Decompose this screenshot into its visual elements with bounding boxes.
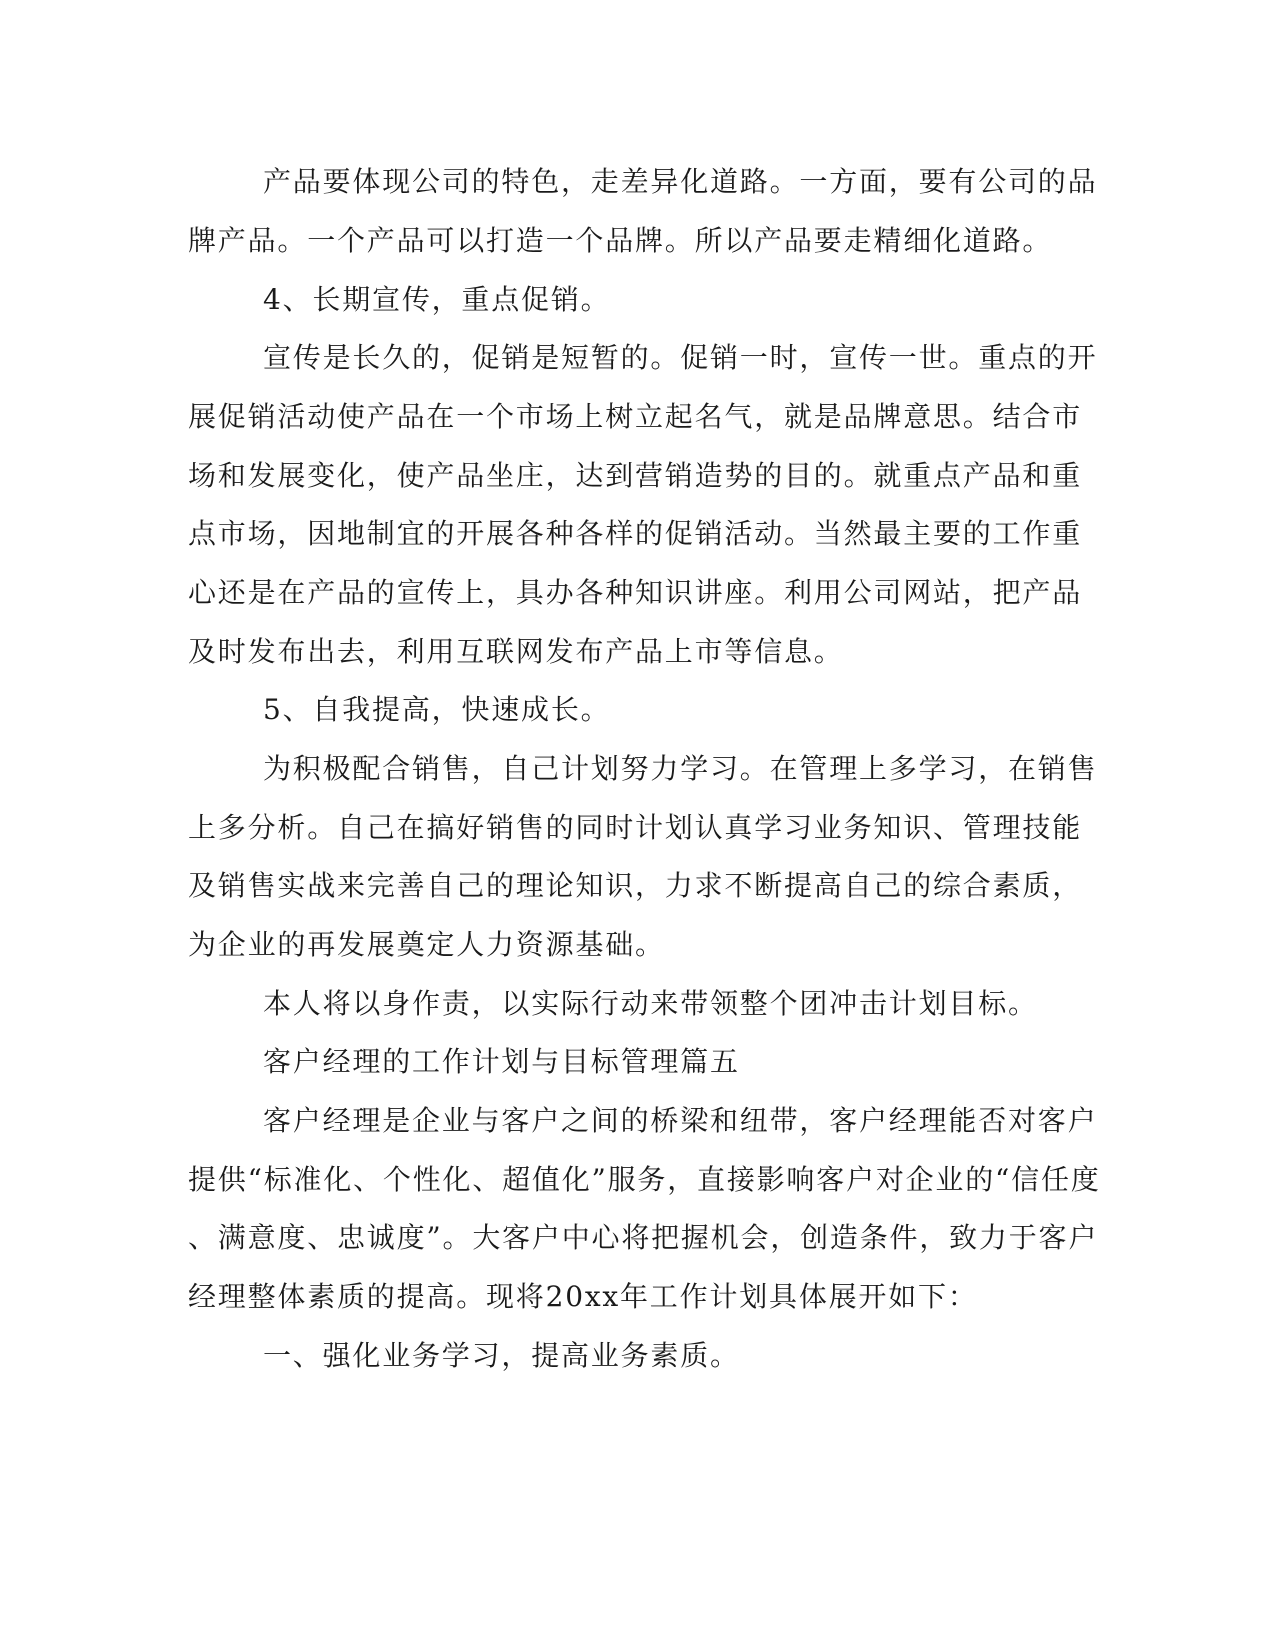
paragraph-line: 产品要体现公司的特色，走差异化道路。一方面，要有公司的品: [263, 165, 1098, 198]
paragraph-line: 经理整体素质的提高。现将20xx年工作计划具体展开如下：: [188, 1280, 978, 1313]
section-heading: 4、长期宣传，重点促销。: [263, 283, 611, 316]
paragraph-line: 场和发展变化，使产品坐庄，达到营销造势的目的。就重点产品和重: [188, 459, 1083, 492]
paragraph-line: 宣传是长久的，促销是短暂的。促销一时，宣传一世。重点的开: [263, 341, 1098, 374]
paragraph-line: 及销售实战来完善自己的理论知识，力求不断提高自己的综合素质，: [188, 869, 1083, 902]
paragraph-line: 为企业的再发展奠定人力资源基础。: [188, 928, 665, 961]
paragraph-line: 点市场，因地制宜的开展各种各样的促销活动。当然最主要的工作重: [188, 517, 1083, 550]
paragraph-line: 牌产品。一个产品可以打造一个品牌。所以产品要走精细化道路。: [188, 224, 1053, 257]
section-title: 客户经理的工作计划与目标管理篇五: [263, 1045, 740, 1078]
paragraph-line: 、满意度、忠诚度”。大客户中心将把握机会，创造条件，致力于客户: [188, 1221, 1099, 1254]
paragraph-line: 及时发布出去，利用互联网发布产品上市等信息。: [188, 635, 844, 668]
paragraph-line: 提供“标准化、个性化、超值化”服务，直接影响客户对企业的“信任度: [188, 1163, 1101, 1196]
paragraph-line: 为积极配合销售，自己计划努力学习。在管理上多学习，在销售: [263, 752, 1098, 785]
paragraph-line: 本人将以身作责，以实际行动来带领整个团冲击计划目标。: [263, 987, 1038, 1020]
section-heading: 5、自我提高，快速成长。: [263, 693, 611, 726]
paragraph-line: 客户经理是企业与客户之间的桥梁和纽带，客户经理能否对客户: [263, 1104, 1098, 1137]
section-heading: 一、强化业务学习，提高业务素质。: [263, 1339, 740, 1372]
paragraph-line: 上多分析。自己在搞好销售的同时计划认真学习业务知识、管理技能: [188, 811, 1083, 844]
paragraph-line: 心还是在产品的宣传上，具办各种知识讲座。利用公司网站，把产品: [188, 576, 1083, 609]
paragraph-line: 展促销活动使产品在一个市场上树立起名气，就是品牌意思。结合市: [188, 400, 1083, 433]
